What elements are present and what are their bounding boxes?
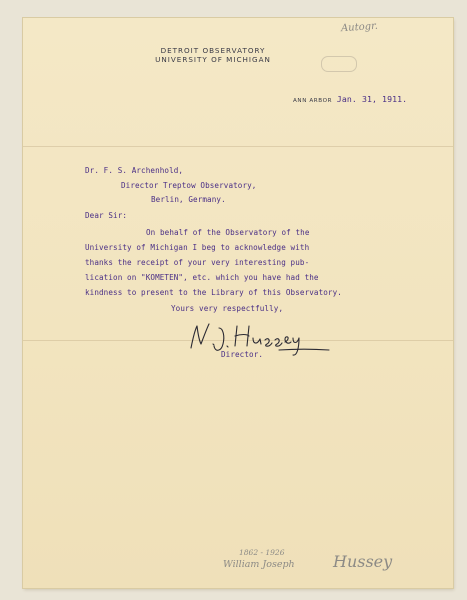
dateline-date: Jan. 31, 1911. <box>336 94 408 104</box>
letterhead <box>123 46 303 64</box>
faint-stamp-mark <box>321 56 357 72</box>
archival-note-given-names: William Joseph <box>223 559 295 570</box>
body-line-4: lication on "KOMETEN", etc. which you have had the <box>85 273 319 282</box>
letterhead-line-2: UNIVERSITY OF MICHIGAN <box>155 55 271 64</box>
addressee-line-1: Dr. F. S. Archenhold, <box>85 166 184 175</box>
letterhead-line-1: DETROIT OBSERVATORY <box>160 46 266 55</box>
body-line-5: kindness to present to the Library of this Observatory. <box>85 288 342 297</box>
signer-title: Director. <box>221 350 264 359</box>
letter-sheet <box>23 18 453 588</box>
dateline <box>293 94 407 104</box>
fold-crease-upper <box>23 146 453 147</box>
addressee-line-2: Director Treptow Observatory, <box>121 181 257 190</box>
body-line-1: On behalf of the Observatory of the <box>146 228 310 237</box>
archival-note-years: 1862 - 1926 <box>239 548 285 557</box>
body-line-3: thanks the receipt of your very interesting pub- <box>85 258 310 267</box>
body-line-2: University of Michigan I beg to acknowledge with <box>85 243 310 252</box>
salutation: Dear Sir: <box>85 211 128 220</box>
archival-note-surname: Hussey <box>333 552 393 571</box>
addressee-line-3: Berlin, Germany. <box>151 195 226 204</box>
dateline-place: ANN ARBOR <box>293 98 333 104</box>
closing: Yours very respectfully, <box>171 304 284 313</box>
archival-note-top-right: Autogr. <box>340 20 379 35</box>
